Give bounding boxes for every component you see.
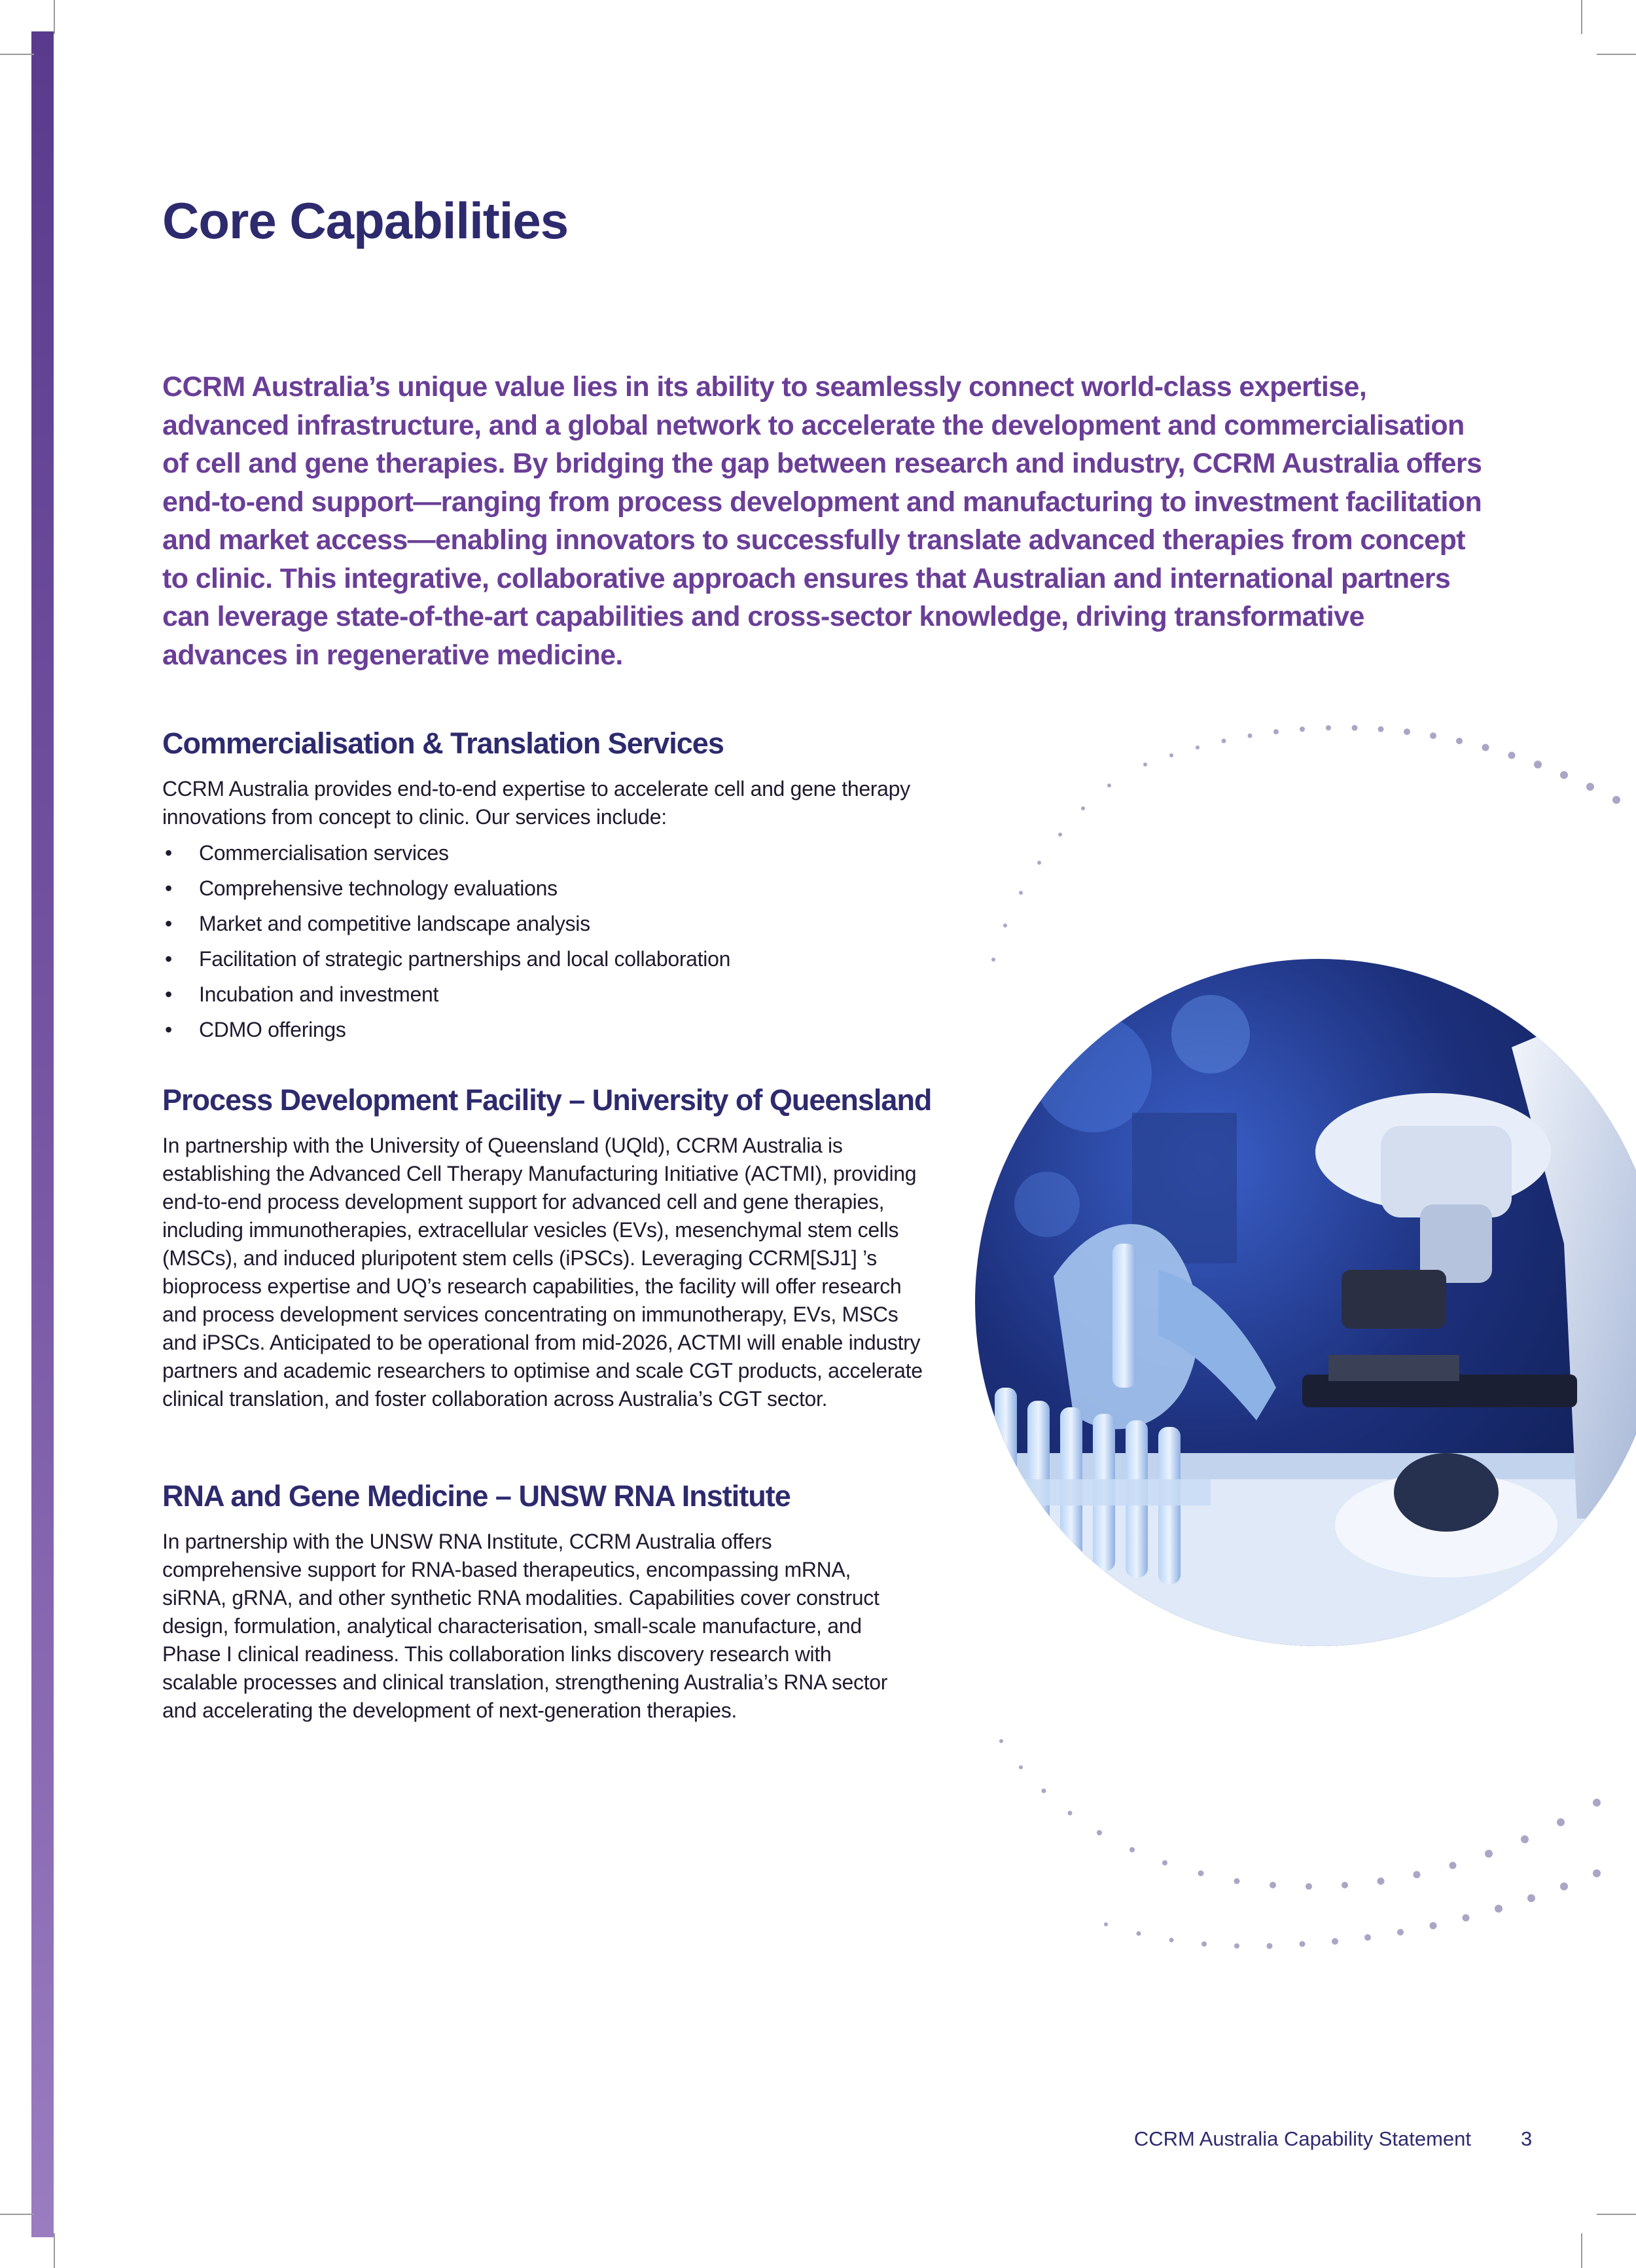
crop-mark-bottom-right-vertical: [1581, 2233, 1582, 2268]
list-item: • Commercialisation services: [162, 835, 934, 871]
lab-microscope-image: [975, 707, 1636, 1951]
section-heading: RNA and Gene Medicine – UNSW RNA Institute: [162, 1479, 791, 1513]
list-item: • Market and competitive landscape analysis: [162, 906, 934, 941]
bullet-icon: •: [165, 876, 172, 900]
crop-mark-top-right-vertical: [1581, 0, 1582, 34]
section-rna-gene-medicine: [162, 1479, 902, 1725]
section-process-development: [162, 1083, 934, 1413]
list-item: • Comprehensive technology evaluations: [162, 871, 934, 906]
intro-paragraph: CCRM Australia’s unique value lies in its ability to seamlessly connect world-class expertise, advanced infrastructure, and a global network to accelerate the development and commercialisation of cell and gene therapies. By bridging the gap between research and industry, CCRM Australia offers end-to-end support—ranging from process development and manufacturing to investment facilitation and market access—enabling innovators to successfully translate advanced therapies from concept to clinic. This integrative, collaborative approach ensures that Australian and international partners can leverage state-of-the-art capabilities and cross-sector knowledge, driving transformative advances in regenerative medicine.: [162, 371, 1482, 671]
bullet-icon: •: [165, 947, 172, 971]
section-heading: Process Development Facility – University of Queensland: [162, 1083, 932, 1117]
crop-mark-top-left-vertical: [54, 0, 55, 34]
side-accent-bar: [31, 31, 54, 2237]
page-title: Core Capabilities: [162, 192, 569, 249]
section-body: In partnership with the University of Queensland (UQld), CCRM Australia is establishing the Advanced Cell Therapy Manufacturing Initiative (ACTMI), providing end-to-end process development support for advanced cell and gene therapies, including immunotherapies, extracellular vesicles (EVs), mesenchymal stem cells (MSCs), and induced pluripotent stem cells (iPSCs). Leveraging CCRM[SJ1] ’s bioprocess expertise and UQ’s research capabilities, the facility will offer research and process development services concentrating on immunotherapy, EVs, MSCs and iPSCs. Anticipated to be operational from mid-2026, ACTMI will enable industry partners and academic researchers to optimise and scale CGT products, accelerate clinical translation, and foster collaboration across Australia’s CGT sector.: [162, 1134, 923, 1411]
crop-mark-bottom-left-vertical: [54, 2233, 55, 2268]
microscope-illustration: [975, 707, 1636, 1951]
bullet-icon: •: [165, 982, 172, 1006]
footer-document-title: CCRM Australia Capability Statement: [1133, 2127, 1471, 2150]
crop-mark-bottom-right-horizontal: [1597, 2214, 1636, 2215]
crop-mark-top-right-horizontal: [1597, 54, 1636, 55]
section-body: CCRM Australia provides end-to-end expertise to accelerate cell and gene therapy innovations from concept to clinic. Our services include:: [162, 777, 910, 829]
crop-mark-top-left-horizontal: [0, 54, 34, 55]
services-list: [162, 835, 934, 1047]
list-item: • CDMO offerings: [162, 1012, 934, 1047]
bullet-icon: •: [165, 841, 172, 865]
section-heading: Commercialisation & Translation Services: [162, 727, 724, 760]
section-commercialisation: [162, 727, 934, 1047]
page-number: 3: [1521, 2127, 1533, 2150]
bullet-icon: •: [165, 912, 172, 935]
crop-mark-bottom-left-horizontal: [0, 2214, 34, 2215]
list-item: • Incubation and investment: [162, 977, 934, 1012]
bullet-icon: •: [165, 1018, 172, 1041]
list-item: • Facilitation of strategic partnerships and local collaboration: [162, 941, 934, 977]
section-body: In partnership with the UNSW RNA Institute, CCRM Australia offers comprehensive support for RNA-based therapeutics, encompassing mRNA, siRNA, gRNA, and other synthetic RNA modalities. Capabilities cover construct design, formulation, analytical characterisation, small-scale manufacture, and Phase I clinical readiness. This collaboration links discovery research with scalable processes and clinical translation, strengthening Australia’s RNA sector and accelerating the development of next-generation therapies.: [162, 1530, 888, 1722]
